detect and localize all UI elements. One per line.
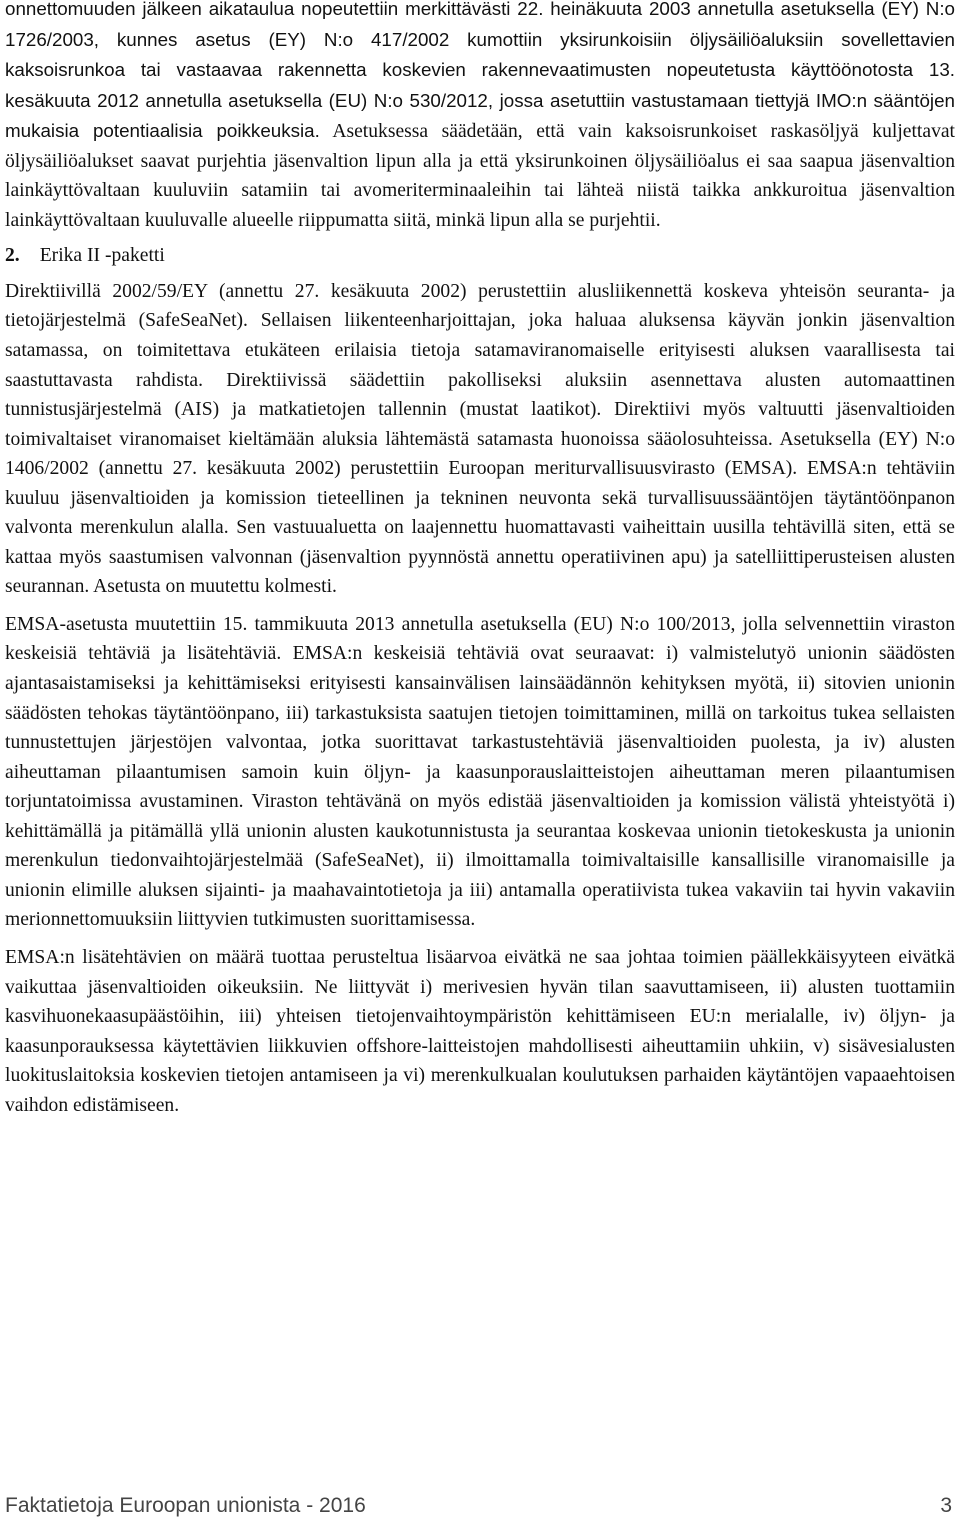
paragraph-serif-text: Asetuksessa säädetään, että vain kaksoisrunkoiset raskasöljyä kuljettavat öljysäiliöalukset saavat purjehtia jäsenvaltion lipun alla ja että yksirunkoinen öljysäiliöalus ei saa saapua jäsenvaltion lainkäyttövaltaan kuuluviin satamiin tai avomeriterminaaleihin tai lähteä niistä taikka ankkuroitua jäsenvaltion lainkäyttövaltaan kuuluvalle alueelle riippumatta siitä, minkä lipun alla se purjehtii. bbox=[5, 121, 956, 231]
footer-title: Faktatietoja Euroopan unionista - 2016 bbox=[5, 1494, 366, 1517]
section-number: 2. bbox=[5, 245, 20, 267]
section-title: Erika II -paketti bbox=[39, 245, 165, 267]
paragraph-emsa-core-tasks: EMSA-asetusta muutettiin 15. tammikuuta 2013 annetulla asetuksella (EU) N:o 100/2013, jolla selvennettiin viraston keskeisiä tehtäviä ja lisätehtäviä. EMSA:n keskeisiä tehtäviä ovat seuraavat: i) valmistelutyö unionin säädösten ajantasaistamiseksi ja kehittämiseksi erityisesti kansainvälisen lainsäädännön kehityksen myötä, ii) sitovien unionin säädösten tehokas täytäntöönpano, iii) tarkastuksista saatujen tietojen toimittaminen, millä on tarkoitus tukea sellaisten tunnustettujen järjestöjen valvontaa, jotka suorittavat tarkastustehtäviä jäsenvaltioiden puolesta, ja iv) alusten aiheuttaman pilaantumisen samoin kuin öljyn- ja kaasunporauslaitteistojen aiheuttaman meren pilaantumisen torjuntatoimissa avustaminen. Viraston tehtävänä on myös edistää jäsenvaltioiden ja komission välistä yhteistyötä i) kehittämällä ja pitämällä yllä unionin alusten kaukotunnistusta ja seurantaa koskevaa unionin tietokeskusta ja unionin merenkulun tiedonvaihtojärjestelmää (SafeSeaNet), ii) ilmoittamalla toimivaltaisille kansallisille viranomaisille ja unionin elimille aluksen sijainti- ja maahavaintotietoja ja iii) antamalla operatiivista tukea vakaviin tai hyvin vakaviin merionnettomuuksiin liittyvien tutkimusten suorittamisessa. bbox=[5, 613, 955, 931]
section-heading bbox=[5, 241, 955, 271]
paragraph-emsa-additional-tasks: EMSA:n lisätehtävien on määrä tuottaa perusteltua lisäarvoa eivätkä ne saa johtaa toimien päällekkäisyyteen eivätkä vaikuttaa jäsenvaltioiden oikeuksiin. Ne liittyvät i) merivesien hyvän tilan saavuttamiseen, ii) alusten tuottamiin kasvihuonekaasupäästöihin, iii) yhteisen tietojenvaihtoympäristön kehittämiseen EU:n merialalle, iv) öljyn- ja kaasunporauksessa käytettävien liikkuvien offshore-laitteistojen mahdollisesti aiheuttamiin uhkiin, v) sisävesialusten luokituslaitoksia koskevien tietojen antamiseen ja vi) merenkulkualan koulutuksen parhaiden käytäntöjen vapaaehtoisen vaihdon edistämiseen. bbox=[5, 946, 955, 1116]
document-body bbox=[5, 0, 955, 1120]
page-footer bbox=[5, 1494, 952, 1518]
paragraph-single-hull-tankers bbox=[5, 0, 955, 235]
paragraph-safeseanet: Direktiivillä 2002/59/EY (annettu 27. kesäkuuta 2002) perustettiin alusliikennettä koskeva yhteisön seuranta- ja tietojärjestelmä (SafeSeaNet). Sellaisen liikenteenharjoittajan, joka haluaa aluksensa käyvän jonkin jäsenvaltion satamassa, on toimitettava etukäteen erilaisia tietoja satamaviranomaiselle erityisesti aluksen vaarallisesta tai saastuttavasta rahdista. Direktiivissä säädettiin pakolliseksi aluksiin asennettava alusten automaattinen tunnistusjärjestelmä (AIS) ja matkatietojen tallennin (mustat laatikot). Direktiivi myös valtuutti jäsenvaltioiden toimivaltaiset viranomaiset kieltämään aluksia lähtemästä satamasta huonoissa sääolosuhteissa. Asetuksella (EY) N:o 1406/2002 (annettu 27. kesäkuuta 2002) perustettiin Euroopan meriturvallisuusvirasto (EMSA). EMSA:n tehtäviin kuuluu jäsenvaltioiden ja komission tieteellinen ja tekninen neuvonta sekä turvallisuussääntöjen täytäntöönpanon valvonta merenkulun alalla. Sen vastuualuetta on laajennettu huomattavasti vaiheittain uusilla tehtävillä siten, että se kattaa myös saastumisen valvonnan (jäsenvaltion pyynnöstä annettu operatiivinen apu) ja satelliittiperusteisen alusten seurannan. Asetusta on muutettu kolmesti. bbox=[5, 280, 955, 598]
paragraph-sans-text: onnettomuuden jälkeen aikataulua nopeutettiin merkittävästi 22. heinäkuuta 2003 annetulla asetuksella (EY) N:o 1726/2003, kunnes asetus (EY) N:o 417/2002 kumottiin yksirunkoisiin öljysäiliöaluksiin sovellettavien kaksoisrunkoa tai vastaavaa rakennetta koskevien rakennevaatimusten nopeutetusta käyttöönotosta 13. kesäkuuta 2012 annetulla asetuksella (EU) N:o 530/2012, jossa asetuttiin vastustamaan tiettyjä IMO:n sääntöjen mukaisia potentiaalisia poikkeuksia. bbox=[5, 0, 955, 142]
page-number: 3 bbox=[940, 1494, 952, 1517]
